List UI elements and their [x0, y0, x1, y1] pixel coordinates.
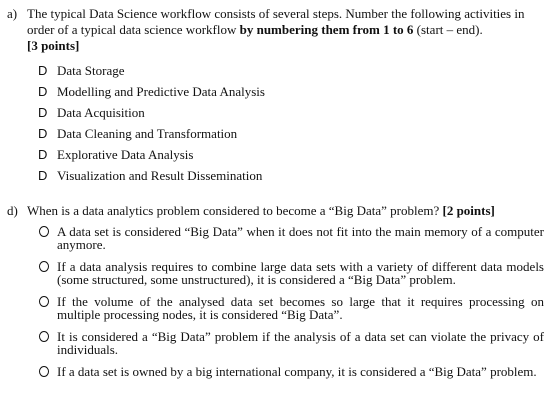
question-a-item[interactable] [0, 165, 560, 186]
number-box-icon[interactable]: D [38, 168, 48, 183]
radio-circle-icon[interactable] [39, 226, 49, 237]
question-a-prompt [0, 6, 560, 54]
question-a-item[interactable] [0, 60, 560, 81]
radio-circle-icon[interactable] [39, 296, 49, 307]
radio-circle-icon[interactable] [39, 331, 49, 342]
question-a-bold-text: by numbering them from 1 to 6 [239, 22, 414, 37]
question-a-text-after: (start – end). [413, 22, 483, 37]
question-d-option-label: If a data set is owned by a big international company, it is considered a “Big Data” problem. [57, 364, 537, 379]
question-d-option[interactable] [0, 225, 560, 251]
question-d-option-label: If a data analysis requires to combine large data sets with a variety of different data models (some structured, some unstructured), it is considered a “Big Data” problem. [57, 259, 544, 287]
question-d-option[interactable] [0, 295, 560, 321]
question-a-text: The typical Data Science workflow consists of several steps. Number the following activities in order of a typical data science workflow [27, 6, 525, 37]
question-a-item-label: Modelling and Predictive Data Analysis [57, 84, 265, 99]
question-d-option-label: A data set is considered “Big Data” when it does not fit into the main memory of a computer anymore. [57, 224, 544, 252]
number-box-icon[interactable]: D [38, 147, 48, 162]
question-d-prompt [0, 203, 560, 219]
question-a [0, 6, 560, 186]
question-d-option[interactable] [0, 330, 560, 356]
question-d-points: [2 points] [442, 203, 495, 218]
question-a-item[interactable] [0, 144, 560, 165]
question-d-text: When is a data analytics problem considered to become a “Big Data” problem? [27, 203, 443, 218]
question-d-letter: d) [7, 203, 18, 218]
question-d [0, 203, 560, 378]
question-a-item-label: Data Acquisition [57, 105, 145, 120]
question-d-option[interactable] [0, 260, 560, 286]
question-a-item-label: Explorative Data Analysis [57, 147, 194, 162]
question-d-option-list [0, 225, 560, 378]
number-box-icon[interactable]: D [38, 63, 48, 78]
question-a-item-label: Data Storage [57, 63, 125, 78]
question-d-option[interactable] [0, 365, 560, 378]
question-a-item[interactable] [0, 102, 560, 123]
number-box-icon[interactable]: D [38, 105, 48, 120]
number-box-icon[interactable]: D [38, 126, 48, 141]
radio-circle-icon[interactable] [39, 366, 49, 377]
radio-circle-icon[interactable] [39, 261, 49, 272]
number-box-icon[interactable]: D [38, 84, 48, 99]
question-a-letter: a) [7, 6, 18, 21]
question-a-points: [3 points] [27, 38, 80, 53]
question-a-item-label: Visualization and Result Dissemination [57, 168, 263, 183]
question-a-item[interactable] [0, 123, 560, 144]
question-a-item-label: Data Cleaning and Transformation [57, 126, 238, 141]
question-a-item[interactable] [0, 81, 560, 102]
question-d-option-label: It is considered a “Big Data” problem if the analysis of a data set can violate the privacy of individuals. [57, 329, 544, 357]
question-a-item-list [0, 60, 560, 186]
question-d-option-label: If the volume of the analysed data set becomes so large that it requires processing on multiple processing nodes, it is considered “Big Data”. [57, 294, 544, 322]
